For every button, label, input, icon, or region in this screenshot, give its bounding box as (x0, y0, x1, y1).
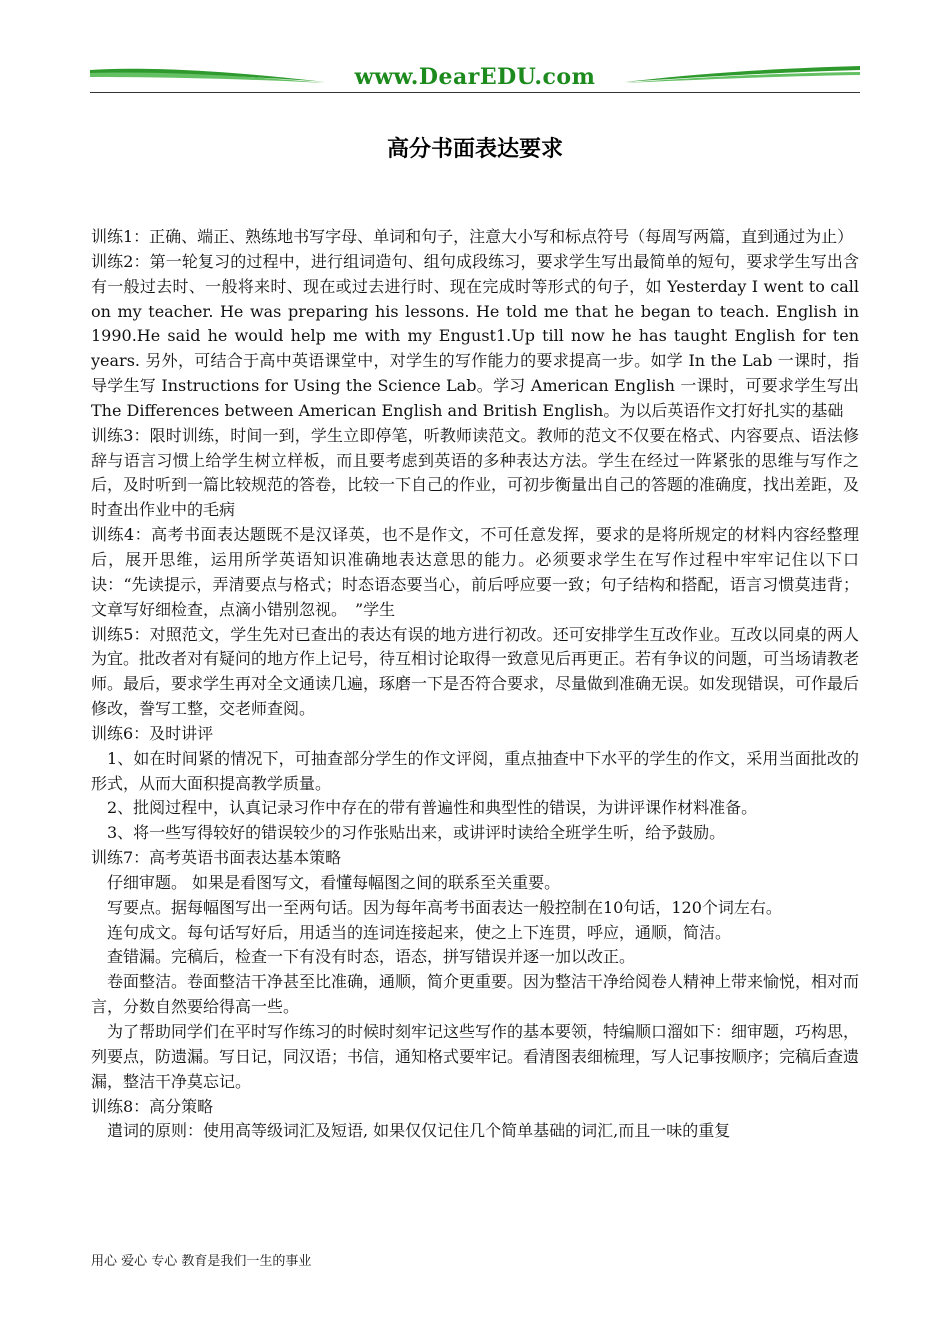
page-title: 高分书面表达要求 (386, 136, 563, 162)
heading-training-7: 训练7：高考英语书面表达基本策略 (91, 848, 342, 868)
heading-training-8: 训练8：高分策略 (91, 1096, 214, 1116)
paragraph-word-choice: 遣词的原则：使用高等级词汇及短语, 如果仅仅记住几个简单基础的词汇,而且一味的重复 (107, 1121, 731, 1141)
page-footer: 用心 爱心 专心 教育是我们一生的事业 (91, 1254, 312, 1269)
paragraph-strategy-connect: 连句成文。每句话写好后，用适当的连词连接起来，使之上下连贯，呼应，通顺，简洁。 (107, 922, 732, 942)
paragraph-training-1: 训练1：正确、端正、熟练地书写字母、单词和句子，注意大小写和标点符号（每周写两篇，直到通过为止） (91, 227, 854, 246)
paragraph-mnemonic: 为了帮助同学们在平时写作练习的时候时刻牢记这些写作的基本要领，特编顺口溜如下：细审题，巧构思，列要点，防遗漏。写日记，同汉语；书信，通知格式要牢记。看清图表细梳理，写人记事按顺序；完稿后查遗漏，整洁干净莫忘记。 (91, 1022, 860, 1091)
heading-training-6: 训练6：及时讲评 (91, 723, 214, 743)
site-logo-text: www.DearEDU.com (354, 64, 596, 90)
header-divider (90, 92, 860, 93)
paragraph-strategy-check: 查错漏。完稿后，检查一下有没有时态，语态，拼写错误并逐一加以改正。 (107, 947, 636, 967)
paragraph-item-3: 3、将一些写得较好的错误较少的习作张贴出来，或讲评时读给全班学生听，给予鼓励。 (107, 823, 726, 843)
paragraph-strategy-neat: 卷面整洁。卷面整洁干净甚至比准确，通顺，简介更重要。因为整洁干净给阅卷人精神上带来愉悦，相对而言，分数自然要给得高一些。 (91, 972, 860, 1017)
document-body (91, 225, 859, 1144)
paragraph-training-3: 训练3：限时训练，时间一到，学生立即停笔，听教师读范文。教师的范文不仅要在格式、内容要点、语法修辞与语言习惯上给学生树立样板，而且要考虑到英语的多种表达方法。学生在经过一阵紧张的思维与写作之后，及时听到一篇比较规范的答卷，比较一下自己的作业，可初步衡量出自己的答题的准确度，找出差距，及时查出作业中的毛病 (91, 425, 860, 520)
paragraph-training-4: 训练4：高考书面表达题既不是汉译英，也不是作文，不可任意发挥，要求的是将所规定的材料内容经整理后，展开思维，运用所学英语知识准确地表达意思的能力。必须要求学生在写作过程中牢牢记住以下口诀：“先读提示，弄清要点与格式；时态语态要当心，前后呼应要一致；句子结构和搭配，语言习惯莫违背；文章写好细检查，点滴小错别忽视。 ”学生 (91, 525, 859, 619)
paragraph-item-1: 1、如在时间紧的情况下，可抽查部分学生的作文评阅，重点抽查中下水平的学生的作文，采用当面批改的形式，从而大面积提高教学质量。 (91, 748, 859, 793)
paragraph-strategy-review: 仔细审题。 如果是看图写文，看懂每幅图之间的联系至关重要。 (107, 872, 561, 892)
paragraph-training-5: 训练5：对照范文，学生先对已查出的表达有误的地方进行初改。还可安排学生互改作业。互改以同桌的两人为宜。批改者对有疑问的地方作上记号，待互相讨论取得一致意见后再更正。若有争议的问题，可当场请教老师。最后，要求学生再对全文通读几遍，琢磨一下是否符合要求，尽量做到准确无误。如发现错误，可作最后修改，誊写工整，交老师查阅。 (91, 624, 860, 719)
paragraph-training-2: 训练2：第一轮复习的过程中，进行组词造句、组句成段练习，要求学生写出最简单的短句，要求学生写出含有一般过去时、一般将来时、现在或过去进行时、现在完成时等形式的句子，如 Yesterday I went to call on my teacher. He was preparing his lessons. He told me that he began to teach. English in 1990.He said he would help me with my Engust1.Up till now he has taught English for ten years. 另外，可结合于高中英语课堂中，对学生的写作能力的要求提高一步。如学 In the Lab 一课时，指导学生写 Instructions for Using the Science Lab。学习 American English 一课时，可要求学生写出 The Differences between American English and British English。为以后英语作文打好扎实的基础 (91, 251, 859, 420)
site-header (90, 62, 860, 94)
paragraph-item-2: 2、批阅过程中，认真记录习作中存在的带有普遍性和典型性的错误，为讲评课作材料准备。 (107, 798, 758, 818)
paragraph-strategy-points: 写要点。据每幅图写出一至两句话。因为每年高考书面表达一般控制在10句话，120个词左右。 (107, 897, 782, 917)
